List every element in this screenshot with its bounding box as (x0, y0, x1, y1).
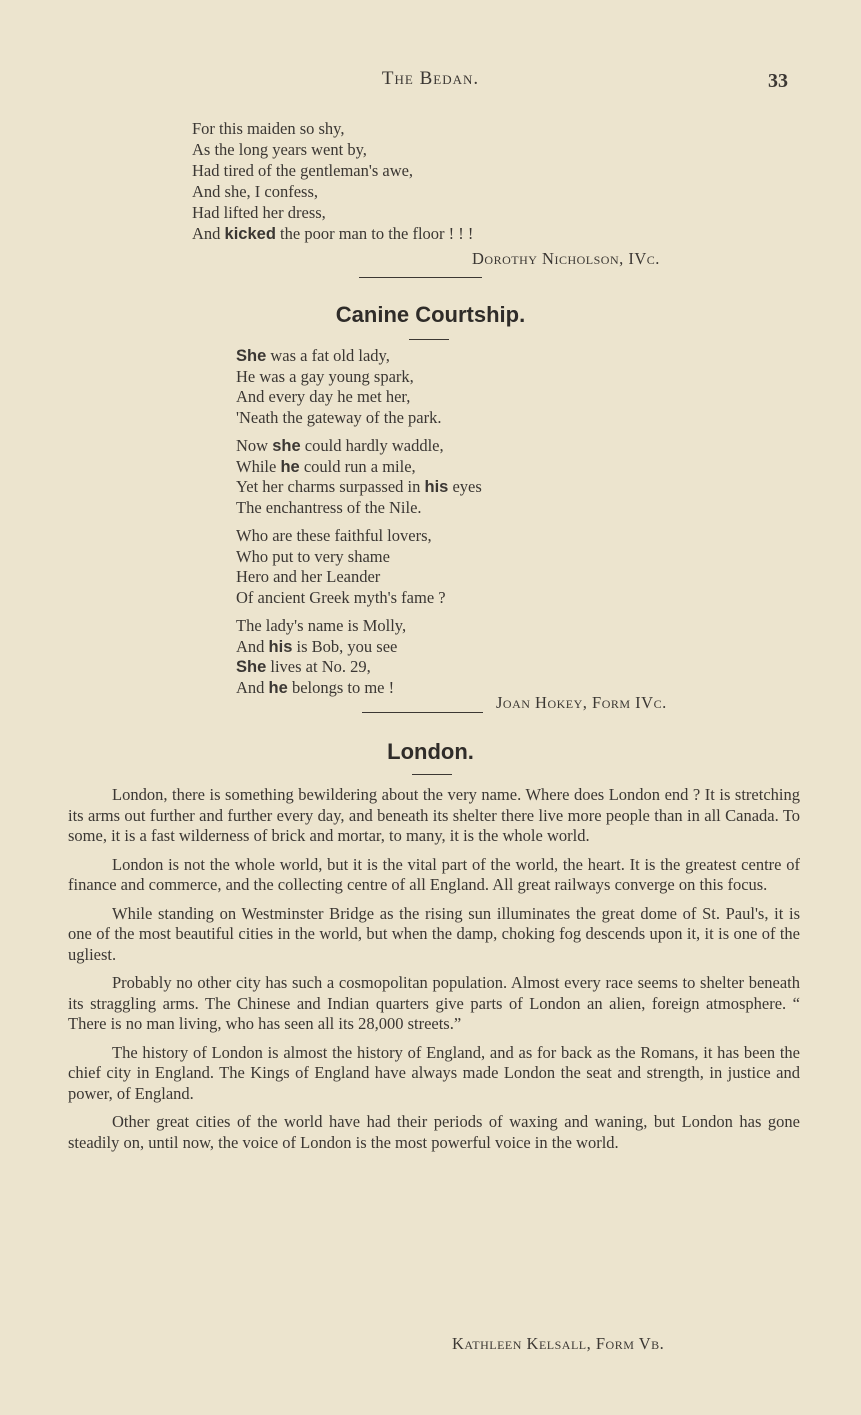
verse-line (236, 346, 482, 367)
verse-line (192, 223, 473, 245)
verse-line (236, 678, 482, 699)
emphasis-text: she (272, 437, 301, 455)
emphasis-text: he (280, 457, 300, 476)
page-number: 33 (768, 70, 788, 92)
verse-line: Who are these faithful lovers, (236, 526, 432, 545)
emphasis-text: his (268, 637, 293, 656)
verse-text: belongs to me ! (287, 677, 395, 697)
verse-line (236, 637, 482, 658)
running-header: The Bedan. (381, 68, 480, 89)
verse-text: is Bob, you see (292, 636, 398, 656)
verse-line: Hero and her Leander (236, 567, 381, 586)
verse-line (236, 457, 482, 478)
verse-text: And (236, 636, 269, 656)
verse-line (236, 477, 482, 498)
verse-line (236, 436, 482, 457)
paragraph: Probably no other city has such a cosmopolitan population. Almost every race seems to shelter beneath its straggling arms. The Chinese and Indian quarters give parts of London an alien, foreign atmosphere. “ There is no man living, who has seen all its 28,000 streets.” (68, 973, 800, 1033)
verse-text: was a fat old lady, (266, 346, 390, 365)
verse-line: He was a gay young spark, (236, 366, 414, 386)
poem-author: Joan Hokey, Form IVc. (496, 693, 667, 712)
poem-body (236, 346, 482, 706)
emphasis-text: kicked (224, 225, 276, 243)
essay-body (68, 785, 800, 1161)
title-underline (409, 339, 449, 340)
stanza (236, 436, 482, 518)
verse-line: And every day he met her, (236, 387, 411, 406)
title-underline (412, 774, 452, 775)
verse-line: Had tired of the gentleman's awe, (192, 161, 414, 180)
verse-text: lives at No. 29, (266, 657, 371, 676)
verse-text: And (236, 677, 269, 697)
verse-text: could hardly waddle, (300, 436, 444, 455)
verse-line: Who put to very shame (236, 546, 390, 566)
poem-title: Canine Courtship. (335, 302, 526, 327)
emphasis-text: She (236, 347, 267, 365)
emphasis-text: She (236, 658, 267, 676)
essay-title: London. (387, 739, 474, 764)
verse-text: Now (236, 436, 273, 455)
verse-text: While (236, 456, 281, 476)
verse-line: Had lifted her dress, (192, 203, 326, 222)
verse-text: Yet her charms surpassed in (236, 477, 425, 496)
paragraph: London is not the whole world, but it is the vital part of the world, the heart. It is the greatest centre of finance and commerce, and the collecting centre of all England. All great railways converge on this focus. (68, 854, 800, 894)
paragraph: London, there is something bewildering about the very name. Where does London end ? It is stretching its arms out further and further every day, and beneath its shelter there live more people than in all Canada. To some, it is a fast wilderness of brick and mortar, to many, it is the whole world. (68, 785, 800, 845)
verse-line: The enchantress of the Nile. (236, 497, 422, 517)
verse-text: the poor man to the floor ! ! ! (275, 224, 474, 243)
paragraph: While standing on Westminster Bridge as the rising sun illuminates the great dome of St. Paul's, it is one of the most beautiful cities in the world, but when the damp, choking fog descends upon it, it is one of the ugliest. (68, 903, 800, 964)
verse-line: For this maiden so shy, (192, 119, 345, 138)
verse-line: As the long years went by, (192, 140, 367, 159)
verse-text: And (192, 224, 225, 243)
poem-author: Dorothy Nicholson, IVc. (472, 249, 660, 268)
emphasis-text: he (268, 678, 288, 697)
verse-line: The lady's name is Molly, (236, 616, 407, 635)
stanza (236, 346, 482, 428)
section-divider (359, 277, 482, 278)
verse-line (236, 657, 482, 678)
paragraph: Other great cities of the world have had their periods of waxing and waning, but London has gone steadily on, until now, the voice of London is the most powerful voice in the world. (68, 1112, 800, 1152)
verse-line: Of ancient Greek myth's fame ? (236, 587, 446, 607)
verse-text: eyes (448, 477, 482, 496)
paragraph: The history of London is almost the history of England, and as for back as the Romans, it has been the chief city in England. The Kings of England have always made London the seat and strength, in justice and power, of England. (68, 1042, 800, 1103)
verse-line: 'Neath the gateway of the park. (236, 407, 442, 427)
stanza (236, 526, 482, 608)
stanza (236, 616, 482, 698)
verse-line: And she, I confess, (192, 182, 319, 201)
verse-text: could run a mile, (299, 456, 416, 476)
emphasis-text: his (424, 478, 449, 496)
section-divider (362, 712, 483, 713)
poem-fragment (192, 118, 473, 245)
essay-author: Kathleen Kelsall, Form Vb. (452, 1334, 665, 1353)
